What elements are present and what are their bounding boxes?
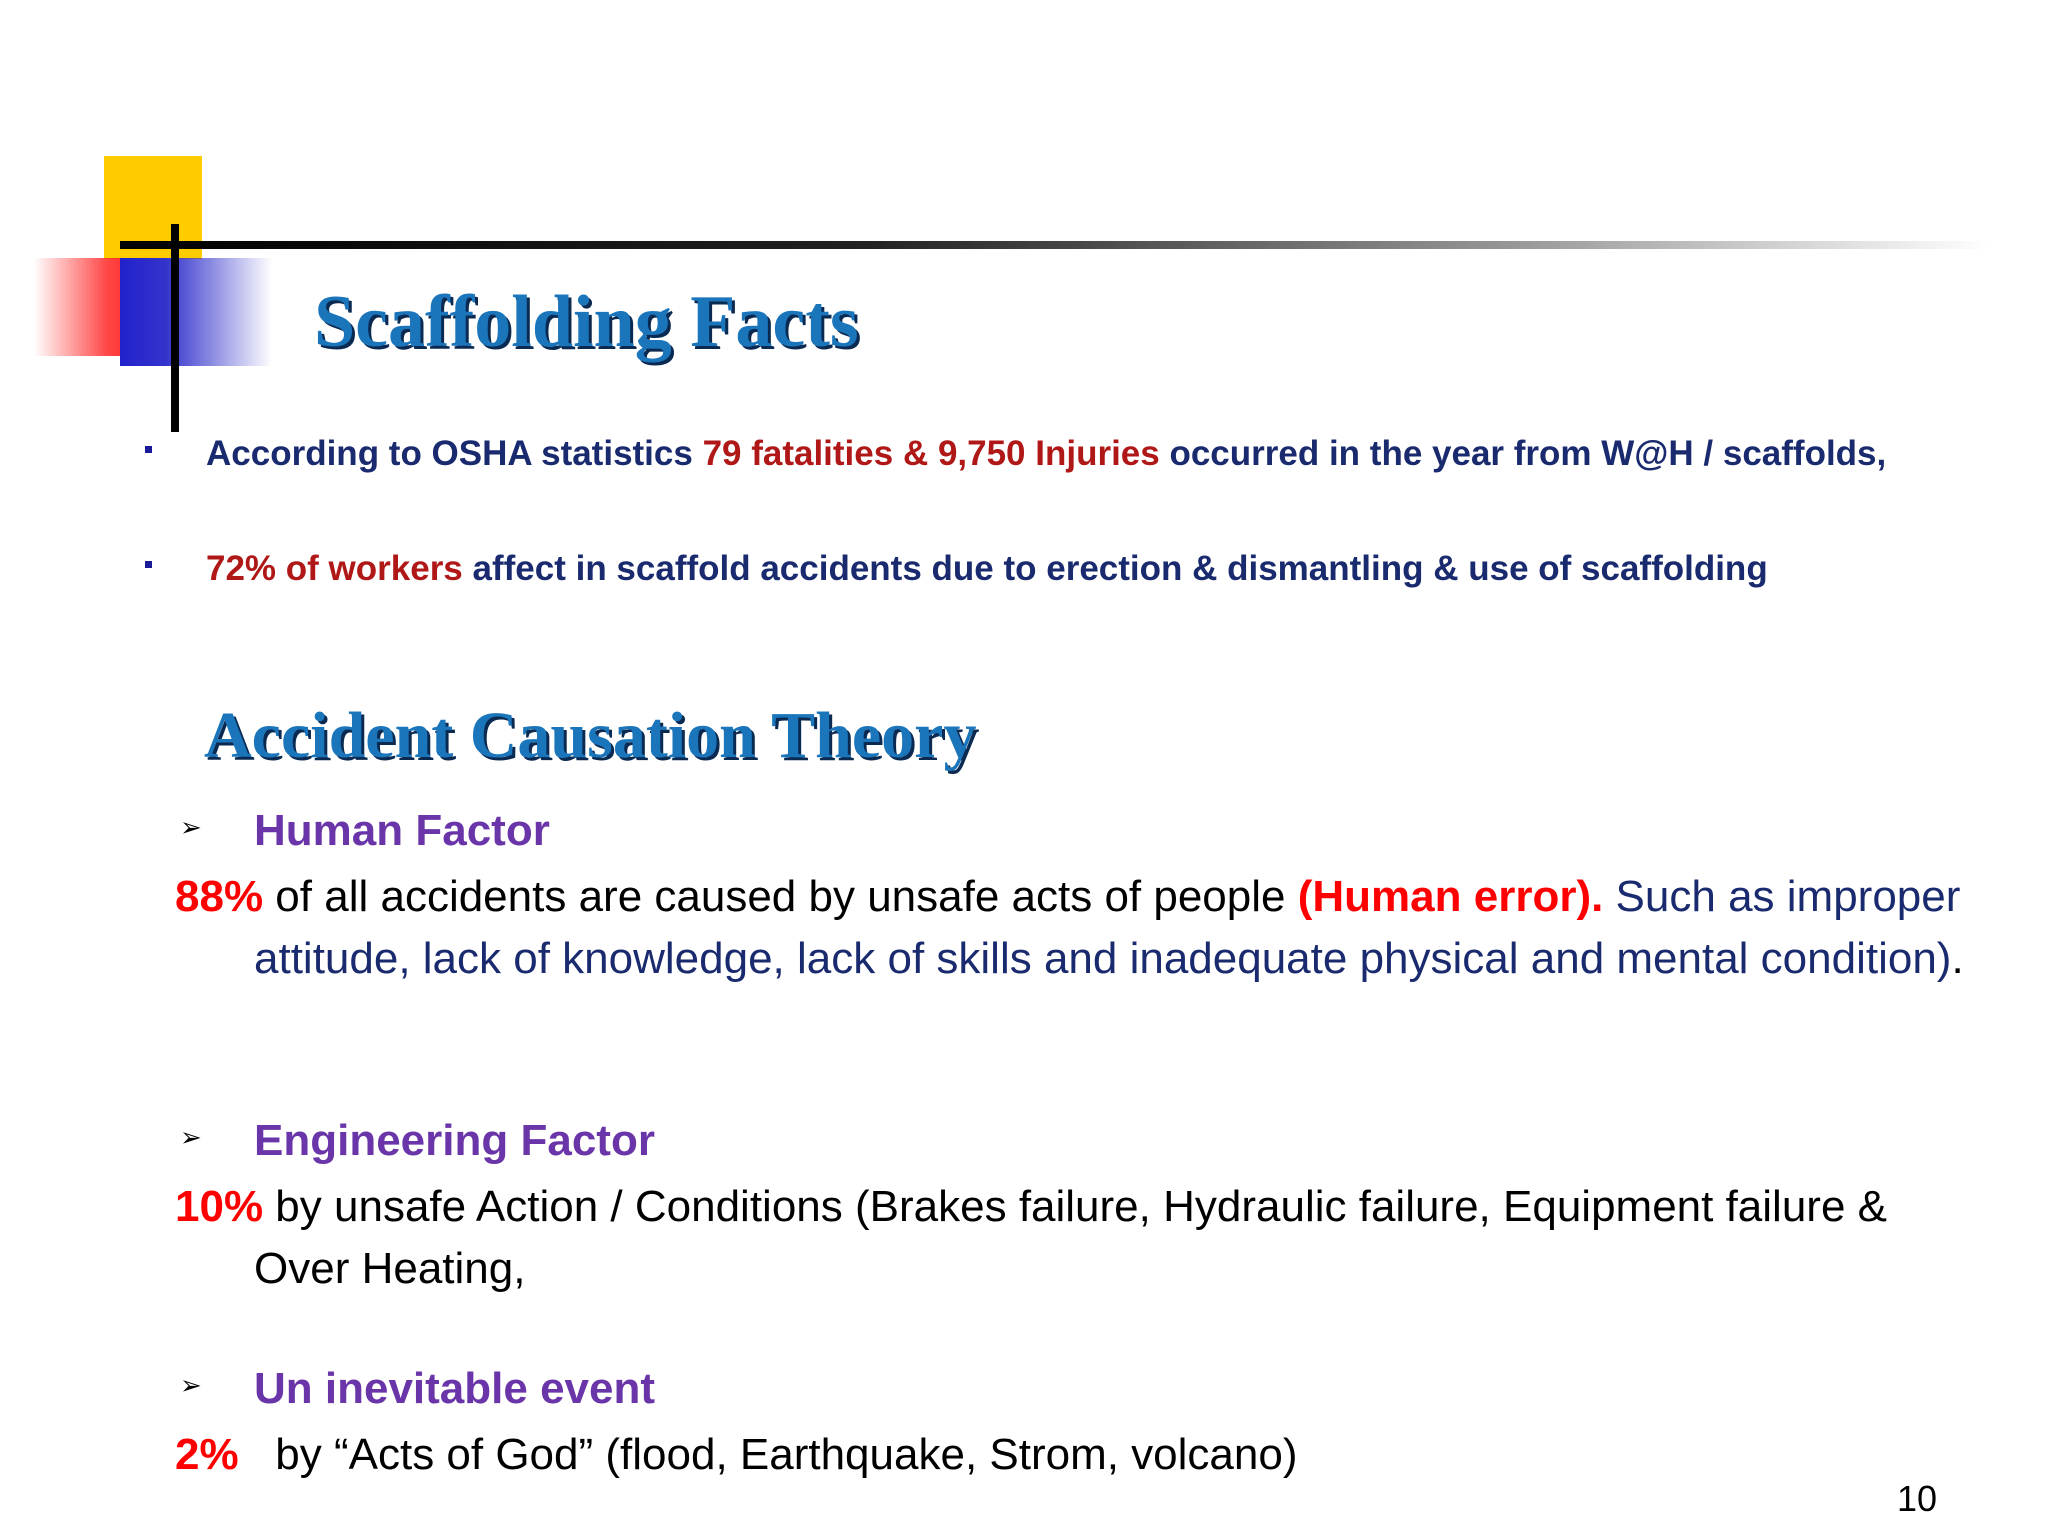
factor-description — [175, 1176, 1974, 1300]
factor-highlight: (Human error). — [1297, 872, 1604, 921]
decor-blue-gradient — [120, 258, 272, 366]
slide-title: Scaffolding Facts — [314, 281, 859, 363]
factor-text: by “Acts of God” (flood, Earthquake, Strom, volcano) — [238, 1430, 1298, 1479]
factor-detail: Such as improper attitude, lack of knowledge, lack of skills and inadequate physical and mental condition) — [254, 872, 1961, 983]
section-title: Accident Causation Theory — [204, 699, 977, 772]
fact-item — [206, 428, 1926, 480]
factor-percent: 88% — [175, 872, 264, 921]
factor-description — [175, 866, 1974, 990]
factor-end: . — [1951, 934, 1964, 983]
arrow-bullet-icon: ➢ — [180, 812, 202, 842]
factor-percent: 10% — [175, 1182, 264, 1231]
decor-vertical-line — [171, 224, 179, 432]
bullet-square-icon — [145, 446, 152, 453]
arrow-bullet-icon: ➢ — [180, 1122, 202, 1152]
factor-text: of all accidents are caused by unsafe acts of people — [263, 872, 1298, 921]
factor-title: Un inevitable event — [254, 1364, 656, 1413]
factor-text: by unsafe Action / Conditions (Brakes failure, Hydraulic failure, Equipment failure & Over Heating, — [254, 1182, 1887, 1293]
page-number: 10 — [1897, 1478, 1938, 1519]
fact-text: occurred in the year from W@H / scaffolds, — [1159, 434, 1887, 473]
fact-item — [206, 543, 1926, 595]
fact-text: affect in scaffold accidents due to erection & dismantling & use of scaffolding — [462, 549, 1768, 588]
decor-horizontal-line — [120, 241, 1990, 249]
factor-title: Engineering Factor — [254, 1116, 655, 1165]
factor-description — [175, 1424, 1974, 1486]
fact-highlight: 72% of workers — [206, 549, 463, 588]
factor-title: Human Factor — [254, 806, 550, 855]
bullet-square-icon — [145, 561, 152, 568]
fact-highlight: 79 fatalities & 9,750 Injuries — [702, 434, 1160, 473]
arrow-bullet-icon: ➢ — [180, 1370, 202, 1400]
fact-text: According to OSHA statistics — [206, 434, 703, 473]
factor-percent: 2% — [175, 1430, 239, 1479]
